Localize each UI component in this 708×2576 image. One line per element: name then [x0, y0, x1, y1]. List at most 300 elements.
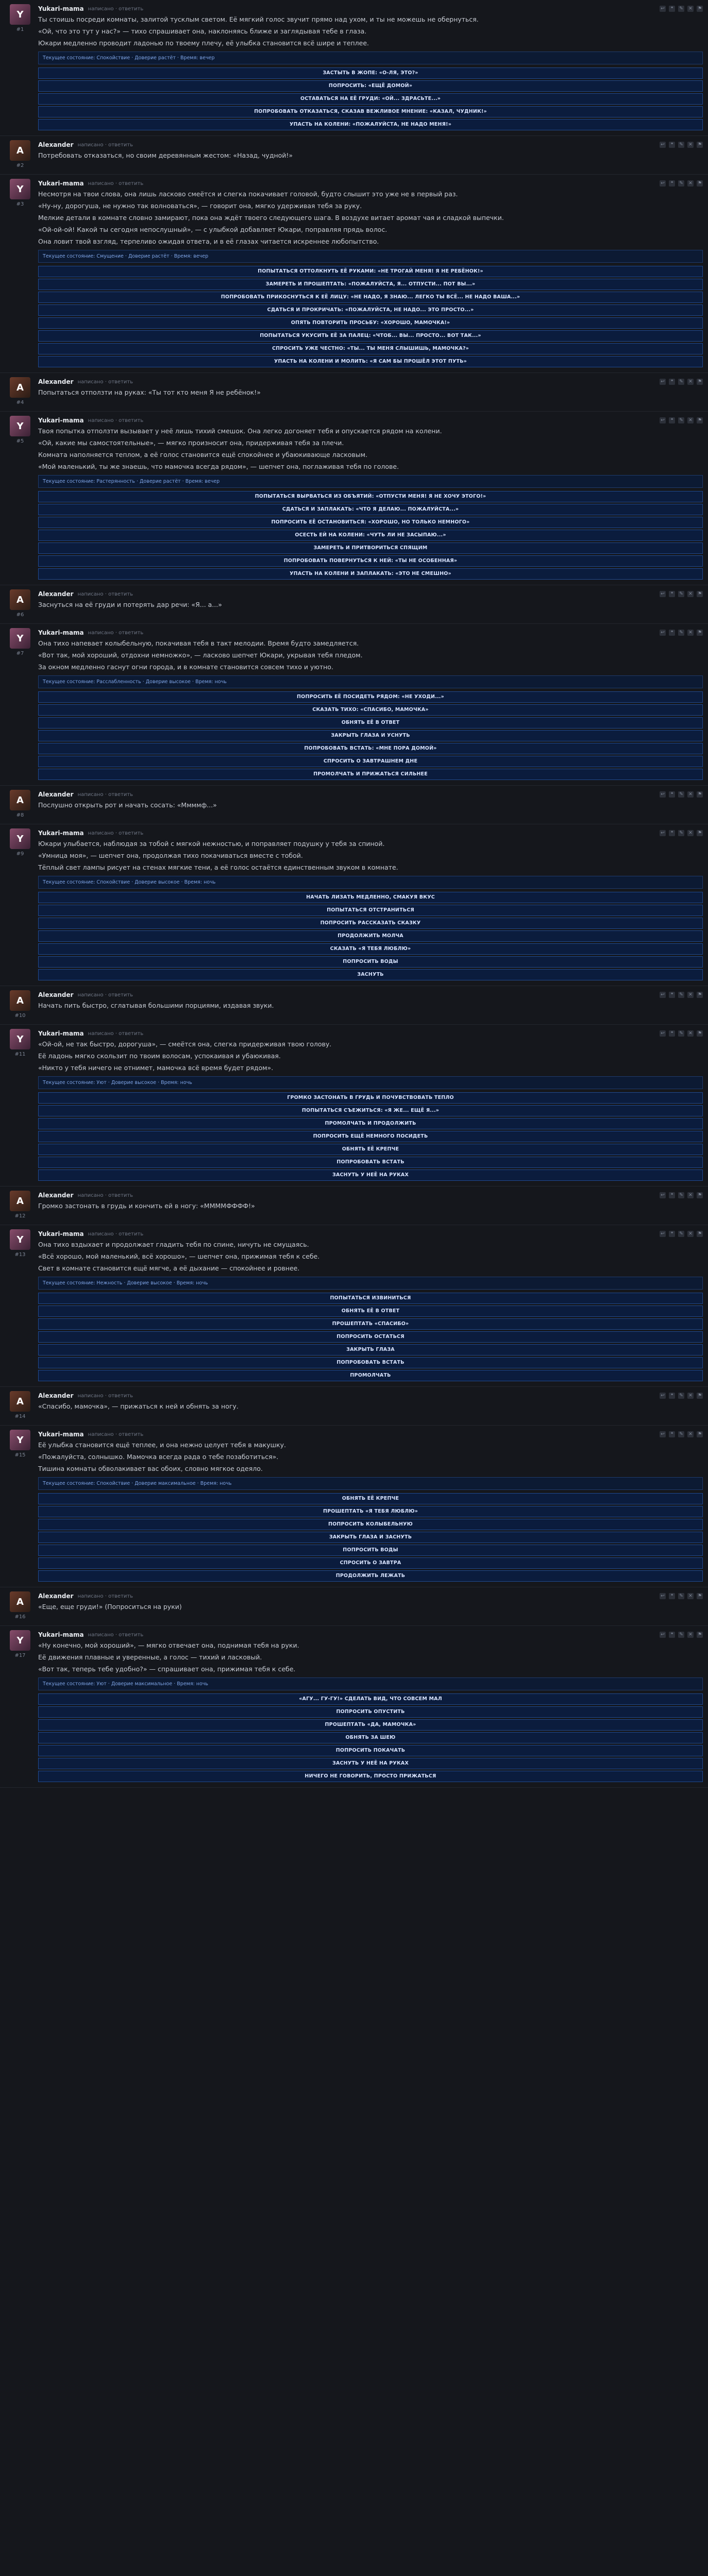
avatar[interactable]: Y — [10, 416, 30, 436]
post-header — [38, 1191, 703, 1200]
choice-button[interactable]: ПРОМОЛЧАТЬ — [38, 1370, 703, 1381]
choice-button[interactable]: СКАЗАТЬ ТИХО: «СПАСИБО, МАМОЧКА» — [38, 704, 703, 716]
post-paragraph: «Вот так, мой хороший, отдохни немножко», — ласково шепчет Юкари, укрывая тебя пледом. — [38, 651, 363, 659]
post-header — [38, 790, 703, 799]
choice-button[interactable]: ПРОМОЛЧАТЬ И ПРИЖАТЬСЯ СИЛЬНЕЕ — [38, 769, 703, 780]
quote-icon[interactable]: ❝ — [669, 379, 675, 385]
post-meta: написано · ответить — [77, 1393, 133, 1399]
choice-button[interactable]: СДАТЬСЯ И ЗАПЛАКАТЬ: «ЧТО Я ДЕЛАЮ... ПОЖАЛУЙСТА...» — [38, 504, 703, 515]
delete-icon[interactable]: ✕ — [687, 180, 694, 187]
post-paragraph: Заснуться на её груди и потерять дар речи: «Я... а...» — [38, 601, 222, 608]
reply-icon[interactable]: ↩ — [660, 1431, 666, 1437]
edit-icon[interactable]: ✎ — [678, 1632, 684, 1638]
choice-button[interactable]: ПОПРОБОВАТЬ ВСТАТЬ — [38, 1357, 703, 1368]
post-number: #15 — [14, 1452, 26, 1458]
post — [0, 986, 708, 1025]
post-sidebar — [5, 140, 35, 169]
avatar[interactable]: Y — [10, 179, 30, 199]
choice-button[interactable]: НАЧАТЬ ЛИЗАТЬ МЕДЛЕННО, СМАКУЯ ВКУС — [38, 892, 703, 903]
post — [0, 0, 708, 136]
post-body — [35, 416, 703, 580]
choice-button[interactable]: УПАСТЬ НА КОЛЕНИ И МОЛИТЬ: «Я САМ БЫ ПРОШЁЛ ЭТОТ ПУТЬ» — [38, 356, 703, 367]
post-body — [35, 1029, 703, 1181]
post-text — [38, 839, 703, 872]
post-body — [35, 1191, 703, 1219]
quote-icon[interactable]: ❝ — [669, 1393, 675, 1399]
flag-icon[interactable]: ⚑ — [697, 591, 702, 597]
quote-icon[interactable]: ❝ — [669, 417, 675, 423]
post-paragraph: Тёплый свет лампы рисует на стенах мягкие тени, а её голос остаётся единственным звуком в комнате. — [38, 863, 398, 871]
avatar[interactable]: A — [10, 1191, 30, 1211]
post-body — [35, 990, 703, 1019]
choice-button[interactable]: СПРОСИТЬ О ЗАВТРА — [38, 1557, 703, 1569]
choice-button[interactable]: ПОПРОСИТЬ КОЛЫБЕЛЬНУЮ — [38, 1519, 703, 1530]
post-meta: написано · ответить — [88, 1632, 144, 1638]
quote-icon[interactable]: ❝ — [669, 1192, 675, 1198]
edit-icon[interactable]: ✎ — [678, 180, 684, 187]
choice-button[interactable]: ПРОДОЛЖИТЬ МОЛЧА — [38, 930, 703, 942]
reply-icon[interactable]: ↩ — [660, 630, 666, 636]
choice-button[interactable]: ПОПРОСИТЬ ЕЁ ПОСИДЕТЬ РЯДОМ: «НЕ УХОДИ...» — [38, 691, 703, 703]
post — [0, 1387, 708, 1426]
choice-list — [38, 67, 703, 130]
choice-button[interactable]: УПАСТЬ НА КОЛЕНИ: «ПОЖАЛУЙСТА, НЕ НАДО МЕНЯ!» — [38, 119, 703, 130]
choice-button[interactable]: ЗАСТЫТЬ В ЖОПЕ: «О-ЛЯ, ЭТО?» — [38, 67, 703, 79]
edit-icon[interactable]: ✎ — [678, 379, 684, 385]
post-body — [35, 140, 703, 169]
quote-icon[interactable]: ❝ — [669, 992, 675, 998]
reply-icon[interactable]: ↩ — [660, 830, 666, 836]
post-paragraph: Свет в комнате становится ещё мягче, а её дыхание — спокойнее и ровнее. — [38, 1264, 300, 1272]
status-panel: Текущее состояние: Спокойствие · Доверие растёт · Время: вечер — [38, 52, 703, 64]
choice-button[interactable]: ЗАКРЫТЬ ГЛАЗА — [38, 1344, 703, 1355]
avatar[interactable]: A — [10, 140, 30, 161]
flag-icon[interactable]: ⚑ — [697, 1193, 702, 1198]
post-meta: написано · ответить — [77, 791, 133, 798]
edit-icon[interactable]: ✎ — [678, 591, 684, 597]
avatar[interactable]: A — [10, 790, 30, 810]
post-number: #6 — [16, 612, 24, 618]
post-meta: написано · ответить — [88, 6, 144, 12]
choice-button[interactable]: ОБНЯТЬ ЕЁ В ОТВЕТ — [38, 1306, 703, 1317]
post-paragraph: Комната наполняется теплом, а её голос становится ещё спокойнее и убаюкивающе ласковым. — [38, 451, 368, 459]
choice-button[interactable]: ПОПРОСИТЬ ЕЁ ОСТАНОВИТЬСЯ: «ХОРОШО, НО ТОЛЬКО НЕМНОГО» — [38, 517, 703, 528]
flag-icon[interactable]: ⚑ — [697, 1594, 702, 1599]
post-text — [38, 1602, 703, 1611]
choice-button[interactable]: ПРОДОЛЖИТЬ ЛЕЖАТЬ — [38, 1570, 703, 1582]
delete-icon[interactable]: ✕ — [687, 142, 694, 148]
post-paragraph: «Всё хорошо, мой маленький, всё хорошо», — шепчет она, прижимая тебя к себе. — [38, 1252, 320, 1260]
choice-button[interactable]: ЗАКРЫТЬ ГЛАЗА И ЗАСНУТЬ — [38, 1532, 703, 1543]
delete-icon[interactable]: ✕ — [687, 1393, 694, 1399]
post — [0, 1025, 708, 1187]
edit-icon[interactable]: ✎ — [678, 630, 684, 636]
flag-icon[interactable]: ⚑ — [697, 1031, 702, 1036]
choice-button[interactable]: ОПЯТЬ ПОВТОРИТЬ ПРОСЬБУ: «ХОРОШО, МАМОЧКА!» — [38, 317, 703, 329]
avatar[interactable]: A — [10, 990, 30, 1011]
flag-icon[interactable]: ⚑ — [697, 142, 702, 147]
choice-button[interactable]: УПАСТЬ НА КОЛЕНИ И ЗАПЛАКАТЬ: «ЭТО НЕ СМЕШНО» — [38, 568, 703, 580]
choice-button[interactable]: ОСТАВАТЬСЯ НА ЕЁ ГРУДИ: «ОЙ... ЗДРАСЬТЕ...» — [38, 93, 703, 105]
post-actions — [660, 1632, 703, 1638]
post-actions — [660, 1030, 703, 1037]
flag-icon[interactable]: ⚑ — [697, 1393, 702, 1398]
reply-icon[interactable]: ↩ — [660, 417, 666, 423]
avatar[interactable]: Y — [10, 828, 30, 849]
post-paragraph: «Ну конечно, мой хороший», — мягко отвечает она, поднимая тебя на руки. — [38, 1641, 299, 1649]
post-actions — [660, 1231, 703, 1237]
edit-icon[interactable]: ✎ — [678, 1431, 684, 1437]
author-name[interactable]: Alexander — [38, 1392, 74, 1399]
flag-icon[interactable]: ⚑ — [697, 1632, 702, 1637]
avatar[interactable]: A — [10, 589, 30, 610]
edit-icon[interactable]: ✎ — [678, 791, 684, 798]
post-text — [38, 801, 703, 809]
quote-icon[interactable]: ❝ — [669, 180, 675, 187]
post-text — [38, 1201, 703, 1210]
post-sidebar — [5, 377, 35, 406]
post-body — [35, 1430, 703, 1582]
flag-icon[interactable]: ⚑ — [697, 831, 702, 836]
avatar[interactable]: A — [10, 377, 30, 398]
quote-icon[interactable]: ❝ — [669, 630, 675, 636]
flag-icon[interactable]: ⚑ — [697, 379, 702, 384]
choice-button[interactable]: ОБНЯТЬ ЕЁ КРЕПЧЕ — [38, 1144, 703, 1155]
choice-list — [38, 1293, 703, 1381]
delete-icon[interactable]: ✕ — [687, 591, 694, 597]
reply-icon[interactable]: ↩ — [660, 1030, 666, 1037]
post-body — [35, 790, 703, 819]
post-actions — [660, 791, 703, 798]
author-name[interactable]: Yukari-mama — [38, 1030, 84, 1037]
post-paragraph: Послушно открыть рот и начать сосать: «Ммммф...» — [38, 801, 217, 809]
author-name[interactable]: Alexander — [38, 1192, 74, 1199]
post-body — [35, 4, 703, 130]
avatar[interactable]: Y — [10, 1029, 30, 1049]
post-body — [35, 628, 703, 780]
post-paragraph: Тишина комнаты обволакивает вас обоих, словно мягкое одеяло. — [38, 1465, 263, 1472]
avatar[interactable]: Y — [10, 1430, 30, 1450]
post-actions — [660, 1192, 703, 1198]
post-paragraph: Её движения плавные и уверенные, а голос — тихий и ласковый. — [38, 1653, 262, 1661]
choice-button[interactable]: ПОПРОБОВАТЬ ВСТАТЬ: «МНЕ ПОРА ДОМОЙ» — [38, 743, 703, 754]
choice-button[interactable]: ЗАСНУТЬ У НЕЁ НА РУКАХ — [38, 1758, 703, 1769]
author-name[interactable]: Alexander — [38, 1592, 74, 1600]
post-paragraph: Юкари медленно проводит ладонью по твоему плечу, её улыбка становится всё шире и теплее. — [38, 39, 369, 47]
author-name[interactable]: Yukari-mama — [38, 5, 84, 12]
post-actions — [660, 417, 703, 423]
choice-button[interactable]: ПОПЫТАТЬСЯ УКУСИТЬ ЕЁ ЗА ПАЛЕЦ: «ЧТОБ... ВЫ... ПРОСТО... ВОТ ТАК...» — [38, 330, 703, 342]
flag-icon[interactable]: ⚑ — [697, 1231, 702, 1236]
reply-icon[interactable]: ↩ — [660, 142, 666, 148]
post-paragraph: «Ой-ой, не так быстро, дорогуша», — смеётся она, слегка придерживая твою голову. — [38, 1040, 332, 1048]
post-paragraph: Юкари улыбается, наблюдая за тобой с мягкой нежностью, и поправляет подушку у тебя за спиной. — [38, 840, 385, 848]
author-name[interactable]: Yukari-mama — [38, 1631, 84, 1638]
choice-button[interactable]: ПОПРОБОВАТЬ ВСТАТЬ — [38, 1157, 703, 1168]
choice-button[interactable]: ПОПРОСИТЬ РАССКАЗАТЬ СКАЗКУ — [38, 918, 703, 929]
reply-icon[interactable]: ↩ — [660, 6, 666, 12]
author-name[interactable]: Yukari-mama — [38, 417, 84, 424]
post-text — [38, 639, 703, 671]
post-header — [38, 1229, 703, 1239]
choice-button[interactable]: ПРОМОЛЧАТЬ И ПРОДОЛЖИТЬ — [38, 1118, 703, 1129]
avatar[interactable]: Y — [10, 1630, 30, 1651]
delete-icon[interactable]: ✕ — [687, 992, 694, 998]
edit-icon[interactable]: ✎ — [678, 992, 684, 998]
post — [0, 786, 708, 824]
post-header — [38, 1430, 703, 1439]
edit-icon[interactable]: ✎ — [678, 830, 684, 836]
reply-icon[interactable]: ↩ — [660, 1231, 666, 1237]
choice-button[interactable]: СДАТЬСЯ И ПРОКРИЧАТЬ: «ПОЖАЛУЙСТА, НЕ НАДО... ЭТО ПРОСТО...» — [38, 304, 703, 316]
choice-button[interactable]: ПОПРОБОВАТЬ ОТКАЗАТЬСЯ, СКАЗАВ ВЕЖЛИВОЕ МНЕНИЕ: «КАЗАЛ, ЧУДНИК!» — [38, 106, 703, 117]
post-sidebar — [5, 589, 35, 618]
post-body — [35, 1391, 703, 1420]
post-actions — [660, 1393, 703, 1399]
avatar[interactable]: Y — [10, 4, 30, 25]
choice-button[interactable]: ПОПРОБОВАТЬ ПРИКОСНУТЬСЯ К ЕЁ ЛИЦУ: «НЕ НАДО, Я ЗНАЮ... ЛЕГКО ТЫ ВСЁ... НЕ НАДО ВАША...» — [38, 292, 703, 303]
choice-button[interactable]: ПОПЫТАТЬСЯ ОТСТРАНИТЬСЯ — [38, 905, 703, 916]
post-text — [38, 1240, 703, 1273]
post — [0, 373, 708, 412]
post-paragraph: Мелкие детали в комнате словно замирают, пока она ждёт твоего следующего шага. В воздухе витает аромат чая и сладкой выпечки. — [38, 214, 504, 222]
edit-icon[interactable]: ✎ — [678, 1393, 684, 1399]
delete-icon[interactable]: ✕ — [687, 1632, 694, 1638]
post-paragraph: Ты стоишь посреди комнаты, залитой тусклым светом. Её мягкий голос звучит прямо над ухом, и ты не можешь не обернуться. — [38, 15, 479, 23]
post-sidebar — [5, 1229, 35, 1381]
post-paragraph: Попытаться отползти на руках: «Ты тот кто меня Я не ребёнок!» — [38, 388, 261, 396]
post-text — [38, 1040, 703, 1072]
post-paragraph: Она тихо вздыхает и продолжает гладить тебя по спине, ничуть не смущаясь. — [38, 1241, 309, 1248]
post-actions — [660, 6, 703, 12]
delete-icon[interactable]: ✕ — [687, 791, 694, 798]
post-paragraph: «Пожалуйста, солнышко. Мамочка всегда рада о тебе позаботиться». — [38, 1453, 279, 1461]
choice-button[interactable]: ОБНЯТЬ ЗА ШЕЮ — [38, 1732, 703, 1743]
reply-icon[interactable]: ↩ — [660, 992, 666, 998]
post-sidebar — [5, 1430, 35, 1582]
post-paragraph: «Умница моя», — шепчет она, продолжая тихо покачиваться вместе с тобой. — [38, 852, 303, 859]
author-name[interactable]: Alexander — [38, 991, 74, 998]
quote-icon[interactable]: ❝ — [669, 1593, 675, 1599]
avatar[interactable]: Y — [10, 1229, 30, 1250]
post-paragraph: «Вот так, теперь тебе удобно?» — спрашивает она, прижимая тебя к себе. — [38, 1665, 296, 1673]
post-sidebar — [5, 1191, 35, 1219]
post-sidebar — [5, 628, 35, 780]
choice-button[interactable]: НИЧЕГО НЕ ГОВОРИТЬ, ПРОСТО ПРИЖАТЬСЯ — [38, 1771, 703, 1782]
edit-icon[interactable]: ✎ — [678, 6, 684, 12]
post-paragraph: Она тихо напевает колыбельную, покачивая тебя в такт мелодии. Время будто замедляется. — [38, 639, 359, 647]
post-number: #2 — [16, 163, 24, 168]
post-paragraph: Её ладонь мягко скользит по твоим волосам, успокаивая и убаюкивая. — [38, 1052, 281, 1060]
choice-button[interactable]: ОСЕСТЬ ЕЙ НА КОЛЕНИ: «ЧУТЬ ЛИ НЕ ЗАСЫПАЮ...» — [38, 530, 703, 541]
delete-icon[interactable]: ✕ — [687, 1593, 694, 1599]
choice-button[interactable]: ЗАСНУТЬ — [38, 969, 703, 980]
choice-button[interactable]: ПОПРОБОВАТЬ ПОВЕРНУТЬСЯ К НЕЙ: «ТЫ НЕ ОСОБЕННАЯ» — [38, 555, 703, 567]
flag-icon[interactable]: ⚑ — [697, 6, 702, 11]
delete-icon[interactable]: ✕ — [687, 1192, 694, 1198]
post-paragraph: Потребовать отказаться, но своим деревянным жестом: «Назад, чудной!» — [38, 151, 293, 159]
delete-icon[interactable]: ✕ — [687, 379, 694, 385]
choice-button[interactable]: ПОПЫТАТЬСЯ ОТТОЛКНУТЬ ЕЁ РУКАМИ: «НЕ ТРОГАЙ МЕНЯ! Я НЕ РЕБЁНОК!» — [38, 266, 703, 277]
flag-icon[interactable]: ⚑ — [697, 792, 702, 797]
author-name[interactable]: Alexander — [38, 141, 74, 148]
choice-button[interactable]: ПРОШЕПТАТЬ «СПАСИБО» — [38, 1318, 703, 1330]
post-paragraph: Её улыбка становится ещё теплее, и она нежно целует тебя в макушку. — [38, 1441, 286, 1449]
post-actions — [660, 1431, 703, 1437]
choice-button[interactable]: ПОПРОСИТЬ ВОДЫ — [38, 956, 703, 968]
post-paragraph: За окном медленно гаснут огни города, и в комнате становится совсем тихо и уютно. — [38, 663, 333, 671]
reply-icon[interactable]: ↩ — [660, 180, 666, 187]
post-number: #13 — [14, 1252, 26, 1258]
delete-icon[interactable]: ✕ — [687, 1431, 694, 1437]
delete-icon[interactable]: ✕ — [687, 1030, 694, 1037]
choice-button[interactable]: ЗАКРЫТЬ ГЛАЗА И УСНУТЬ — [38, 730, 703, 741]
choice-button[interactable]: ПОПРОСИТЬ ОСТАТЬСЯ — [38, 1331, 703, 1343]
flag-icon[interactable]: ⚑ — [697, 418, 702, 423]
delete-icon[interactable]: ✕ — [687, 830, 694, 836]
choice-button[interactable]: ПРОШЕПТАТЬ «Я ТЕБЯ ЛЮБЛЮ» — [38, 1506, 703, 1517]
post — [0, 1225, 708, 1387]
edit-icon[interactable]: ✎ — [678, 1192, 684, 1198]
reply-icon[interactable]: ↩ — [660, 591, 666, 597]
reply-icon[interactable]: ↩ — [660, 1593, 666, 1599]
choice-button[interactable]: ГРОМКО ЗАСТОНАТЬ В ГРУДЬ И ПОЧУВСТВОВАТЬ ТЕПЛО — [38, 1092, 703, 1104]
post-text — [38, 1001, 703, 1010]
choice-button[interactable]: ОБНЯТЬ ЕЁ В ОТВЕТ — [38, 717, 703, 728]
post-text — [38, 388, 703, 397]
status-panel: Текущее состояние: Нежность · Доверие высокое · Время: ночь — [38, 1277, 703, 1290]
status-panel: Текущее состояние: Уют · Доверие высокое · Время: ночь — [38, 1076, 703, 1089]
post-actions — [660, 1593, 703, 1599]
post-header — [38, 416, 703, 425]
post-paragraph: Она ловит твой взгляд, терпеливо ожидая ответа, и в её глазах читается искреннее любопытство. — [38, 238, 379, 245]
quote-icon[interactable]: ❝ — [669, 830, 675, 836]
choice-button[interactable]: ПОПРОСИТЬ ВОДЫ — [38, 1545, 703, 1556]
reply-icon[interactable]: ↩ — [660, 791, 666, 798]
flag-icon[interactable]: ⚑ — [697, 181, 702, 186]
delete-icon[interactable]: ✕ — [687, 1231, 694, 1237]
author-name[interactable]: Alexander — [38, 590, 74, 598]
edit-icon[interactable]: ✎ — [678, 1231, 684, 1237]
reply-icon[interactable]: ↩ — [660, 379, 666, 385]
post-text — [38, 1402, 703, 1411]
reply-icon[interactable]: ↩ — [660, 1632, 666, 1638]
choice-button[interactable]: ПОПРОСИТЬ: «ЕЩЁ ДОМОЙ» — [38, 80, 703, 92]
author-name[interactable]: Alexander — [38, 791, 74, 798]
choice-button[interactable]: СКАЗАТЬ «Я ТЕБЯ ЛЮБЛЮ» — [38, 943, 703, 955]
post — [0, 1587, 708, 1626]
choice-button[interactable]: ЗАМЕРЕТЬ И ПРИТВОРИТЬСЯ СПЯЩИМ — [38, 543, 703, 554]
avatar[interactable]: A — [10, 1391, 30, 1412]
post-header — [38, 628, 703, 637]
post-actions — [660, 379, 703, 385]
choice-list — [38, 1693, 703, 1782]
author-name[interactable]: Yukari-mama — [38, 629, 84, 636]
post-text — [38, 190, 703, 246]
choice-button[interactable]: ПОПЫТАТЬСЯ ВЫРВАТЬСЯ ИЗ ОБЪЯТИЙ: «ОТПУСТИ МЕНЯ! Я НЕ ХОЧУ ЭТОГО!» — [38, 491, 703, 502]
post-sidebar — [5, 4, 35, 130]
choice-button[interactable]: ПОПРОСИТЬ ОПУСТИТЬ — [38, 1706, 703, 1718]
reply-icon[interactable]: ↩ — [660, 1192, 666, 1198]
post-sidebar — [5, 1630, 35, 1782]
post-paragraph: Начать пить быстро, сглатывая большими порциями, издавая звуки. — [38, 1002, 274, 1009]
choice-button[interactable]: ПОПЫТАТЬСЯ ИЗВИНИТЬСЯ — [38, 1293, 703, 1304]
post-text — [38, 151, 703, 160]
post-meta: написано · ответить — [77, 142, 133, 148]
quote-icon[interactable]: ❝ — [669, 1632, 675, 1638]
post-number: #14 — [14, 1414, 26, 1419]
choice-button[interactable]: ЗАСНУТЬ У НЕЁ НА РУКАХ — [38, 1170, 703, 1181]
post-number: #4 — [16, 400, 24, 405]
flag-icon[interactable]: ⚑ — [697, 992, 702, 997]
quote-icon[interactable]: ❝ — [669, 591, 675, 597]
quote-icon[interactable]: ❝ — [669, 791, 675, 798]
post-text — [38, 427, 703, 471]
edit-icon[interactable]: ✎ — [678, 142, 684, 148]
choice-button[interactable]: СПРОСИТЬ УЖЕ ЧЕСТНО: «ТЫ... ТЫ МЕНЯ СЛЫШИШЬ, МАМОЧКА?» — [38, 343, 703, 354]
flag-icon[interactable]: ⚑ — [697, 630, 702, 635]
post-meta: написано · ответить — [77, 1192, 133, 1198]
choice-list — [38, 1092, 703, 1181]
choice-list — [38, 691, 703, 780]
quote-icon[interactable]: ❝ — [669, 142, 675, 148]
avatar[interactable]: Y — [10, 628, 30, 649]
edit-icon[interactable]: ✎ — [678, 1030, 684, 1037]
flag-icon[interactable]: ⚑ — [697, 1432, 702, 1437]
choice-button[interactable]: СПРОСИТЬ О ЗАВТРАШНЕМ ДНЕ — [38, 756, 703, 767]
post-body — [35, 1591, 703, 1620]
quote-icon[interactable]: ❝ — [669, 6, 675, 12]
choice-button[interactable]: ОБНЯТЬ ЕЁ КРЕПЧЕ — [38, 1493, 703, 1504]
quote-icon[interactable]: ❝ — [669, 1431, 675, 1437]
edit-icon[interactable]: ✎ — [678, 417, 684, 423]
quote-icon[interactable]: ❝ — [669, 1030, 675, 1037]
choice-button[interactable]: ПОПРОСИТЬ ЕЩЁ НЕМНОГО ПОСИДЕТЬ — [38, 1131, 703, 1142]
post-paragraph: «Еще, еще груди!» (Попроситься на руки) — [38, 1603, 182, 1611]
post-paragraph: «Спасибо, мамочка», — прижаться к ней и обнять за ногу. — [38, 1402, 239, 1410]
delete-icon[interactable]: ✕ — [687, 630, 694, 636]
post-body — [35, 377, 703, 406]
post-meta: написано · ответить — [88, 1231, 144, 1237]
choice-button[interactable]: ПОПЫТАТЬСЯ СЪЕЖИТЬСЯ: «Я ЖЕ... ЕЩЁ Я...» — [38, 1105, 703, 1116]
avatar[interactable]: A — [10, 1591, 30, 1612]
edit-icon[interactable]: ✎ — [678, 1593, 684, 1599]
choice-button[interactable]: ЗАМЕРЕТЬ И ПРОШЕПТАТЬ: «ПОЖАЛУЙСТА, Я... ОТПУСТИ... ПОТ ВЫ...» — [38, 279, 703, 290]
author-name[interactable]: Yukari-mama — [38, 1431, 84, 1438]
post-sidebar — [5, 1591, 35, 1620]
choice-button[interactable]: «АГУ... ГУ-ГУ!» СДЕЛАТЬ ВИД, ЧТО СОВСЕМ МАЛ — [38, 1693, 703, 1705]
delete-icon[interactable]: ✕ — [687, 417, 694, 423]
post-number: #16 — [14, 1614, 26, 1620]
post — [0, 1187, 708, 1225]
author-name[interactable]: Yukari-mama — [38, 829, 84, 837]
author-name[interactable]: Alexander — [38, 378, 74, 385]
post-paragraph: «Ну-ну, дорогуша, не нужно так волноваться», — говорит она, мягко удерживая тебя за руку. — [38, 202, 362, 210]
delete-icon[interactable]: ✕ — [687, 6, 694, 12]
post-actions — [660, 992, 703, 998]
post — [0, 824, 708, 986]
choice-button[interactable]: ПОПРОСИТЬ ПОКАЧАТЬ — [38, 1745, 703, 1756]
post-number: #12 — [14, 1213, 26, 1219]
author-name[interactable]: Yukari-mama — [38, 1230, 84, 1238]
choice-list — [38, 1493, 703, 1582]
author-name[interactable]: Yukari-mama — [38, 180, 84, 187]
reply-icon[interactable]: ↩ — [660, 1393, 666, 1399]
post-number: #5 — [16, 438, 24, 444]
choice-button[interactable]: ПРОШЕПТАТЬ «ДА, МАМОЧКА» — [38, 1719, 703, 1731]
quote-icon[interactable]: ❝ — [669, 1231, 675, 1237]
post-header — [38, 828, 703, 838]
